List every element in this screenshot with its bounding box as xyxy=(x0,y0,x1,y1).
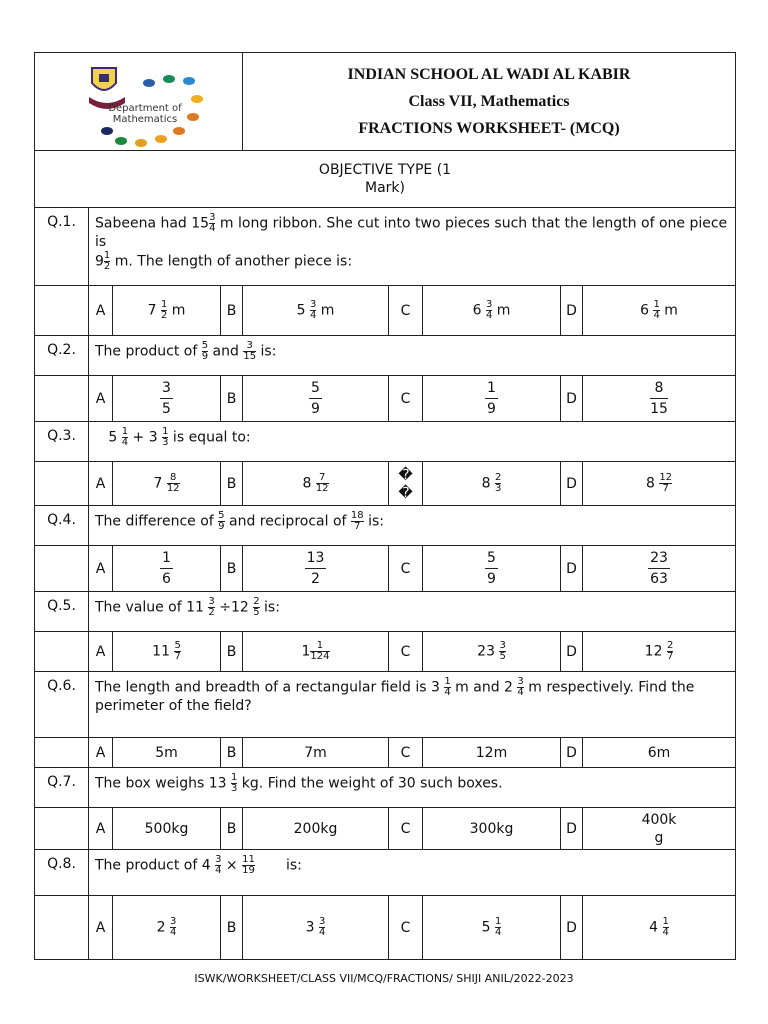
question-text: The value of 11 $\frac{3}{2}$ ÷12 $\frac{2}{5}$ is: xyxy=(89,592,736,632)
option-value[interactable]: $\frac{5}{9}$ xyxy=(423,546,561,592)
option-letter[interactable]: � � xyxy=(389,462,423,506)
question-number: Q.6. xyxy=(35,672,89,738)
option-value[interactable]: 8 $\frac{12}{7}$ xyxy=(583,462,736,506)
option-letter[interactable]: D xyxy=(561,462,583,506)
option-letter[interactable]: A xyxy=(89,462,113,506)
question-text: The box weighs 13 $\frac{1}{3}$ kg. Find the weight of 30 such boxes. xyxy=(89,768,736,808)
worksheet-table xyxy=(34,52,736,960)
option-value[interactable]: 400k g xyxy=(583,808,736,850)
dot-icon xyxy=(191,95,203,103)
option-letter[interactable]: B xyxy=(221,462,243,506)
dot-icon xyxy=(187,113,199,121)
option-value[interactable]: 7m xyxy=(243,738,389,768)
option-value[interactable]: 2 $\frac{3}{4}$ xyxy=(113,896,221,960)
logo-cell xyxy=(35,53,243,151)
option-value[interactable]: $\frac{8}{15}$ xyxy=(583,376,736,422)
dot-icon xyxy=(183,77,195,85)
option-value[interactable]: 6 $\frac{1}{4}$ m xyxy=(583,286,736,336)
school-name: INDIAN SCHOOL AL WADI AL KABIR xyxy=(347,66,631,83)
option-letter[interactable]: B xyxy=(221,286,243,336)
option-value[interactable]: $\frac{13}{2}$ xyxy=(243,546,389,592)
section-line-2: Mark) xyxy=(365,180,405,196)
worksheet-title: FRACTIONS WORKSHEET- (MCQ) xyxy=(358,120,620,137)
dot-icon xyxy=(115,137,127,145)
option-value[interactable]: 5 $\frac{3}{4}$ m xyxy=(243,286,389,336)
question-number: Q.2. xyxy=(35,336,89,376)
option-letter[interactable]: D xyxy=(561,546,583,592)
option-letter[interactable]: B xyxy=(221,738,243,768)
header-title-cell xyxy=(243,53,736,151)
question-number: Q.8. xyxy=(35,850,89,896)
question-text: The length and breadth of a rectangular field is 3 $\frac{1}{4}$ m and 2 $\frac{3}{4}$ m respectively. Find the perimeter of the field? xyxy=(89,672,736,738)
option-value[interactable]: 300kg xyxy=(423,808,561,850)
department-logo xyxy=(87,65,207,141)
option-value[interactable]: 200kg xyxy=(243,808,389,850)
option-letter[interactable]: B xyxy=(221,632,243,672)
option-letter[interactable]: C xyxy=(389,738,423,768)
option-value[interactable]: $\frac{1}{9}$ xyxy=(423,376,561,422)
option-letter[interactable]: C xyxy=(389,808,423,850)
dot-icon xyxy=(163,75,175,83)
option-value[interactable]: $\frac{5}{9}$ xyxy=(243,376,389,422)
option-value[interactable]: $\frac{23}{63}$ xyxy=(583,546,736,592)
question-number: Q.5. xyxy=(35,592,89,632)
dot-icon xyxy=(135,139,147,147)
logo-line-1: Department of xyxy=(108,103,182,114)
option-letter[interactable]: B xyxy=(221,896,243,960)
dot-icon xyxy=(143,79,155,87)
question-text: The product of 4 $\frac{3}{4}$ × $\frac{11}{19}$ is: xyxy=(89,850,736,896)
option-value[interactable]: $\frac{3}{5}$ xyxy=(113,376,221,422)
option-letter[interactable]: D xyxy=(561,632,583,672)
option-letter[interactable]: D xyxy=(561,376,583,422)
option-value[interactable]: 6m xyxy=(583,738,736,768)
option-letter[interactable]: A xyxy=(89,808,113,850)
option-value[interactable]: 12 $\frac{2}{7}$ xyxy=(583,632,736,672)
option-letter[interactable]: A xyxy=(89,286,113,336)
fraction: $\frac{3}{4}$ xyxy=(209,212,216,234)
option-value[interactable]: 1 $\frac{1}{124}$ xyxy=(243,632,389,672)
question-number: Q.7. xyxy=(35,768,89,808)
option-value[interactable]: 8 $\frac{7}{12}$ xyxy=(243,462,389,506)
question-number: Q.4. xyxy=(35,506,89,546)
option-letter[interactable]: A xyxy=(89,376,113,422)
section-heading xyxy=(35,151,736,208)
option-value[interactable]: 11 $\frac{5}{7}$ xyxy=(113,632,221,672)
option-value[interactable]: 3 $\frac{3}{4}$ xyxy=(243,896,389,960)
dot-icon xyxy=(173,127,185,135)
option-letter[interactable]: A xyxy=(89,738,113,768)
dot-icon xyxy=(155,135,167,143)
question-number: Q.3. xyxy=(35,422,89,462)
option-letter[interactable]: D xyxy=(561,896,583,960)
question-text: Sabeena had 15 $\frac{3}{4}$ m long ribbon. She cut into two pieces such that the length of one piece is 9 $\frac{1}{2}$ m. The length of another piece is: xyxy=(89,208,736,286)
option-letter[interactable]: A xyxy=(89,632,113,672)
option-letter[interactable]: A xyxy=(89,896,113,960)
page-footer: ISWK/WORKSHEET/CLASS VII/MCQ/FRACTIONS/ SHIJI ANIL/2022-2023 xyxy=(194,972,574,985)
option-letter[interactable]: C xyxy=(389,546,423,592)
dot-icon xyxy=(101,127,113,135)
section-line-1: OBJECTIVE TYPE (1 xyxy=(318,162,452,178)
option-letter[interactable]: C xyxy=(389,896,423,960)
option-value[interactable]: 7 $\frac{1}{2}$ m xyxy=(113,286,221,336)
question-number: Q.1. xyxy=(35,208,89,286)
option-letter[interactable]: D xyxy=(561,286,583,336)
option-letter[interactable]: B xyxy=(221,376,243,422)
option-value[interactable]: 5 $\frac{1}{4}$ xyxy=(423,896,561,960)
logo-label xyxy=(105,103,185,125)
option-value[interactable]: 6 $\frac{3}{4}$ m xyxy=(423,286,561,336)
question-text: The product of $\frac{5}{9}$ and $\frac{3}{15}$ is: xyxy=(89,336,736,376)
question-text: The difference of $\frac{5}{9}$ and reciprocal of $\frac{18}{7}$ is: xyxy=(89,506,736,546)
option-letter[interactable]: B xyxy=(221,808,243,850)
option-value[interactable]: 12m xyxy=(423,738,561,768)
fraction: $\frac{1}{2}$ xyxy=(103,250,111,272)
option-letter[interactable]: C xyxy=(389,632,423,672)
option-letter[interactable]: A xyxy=(89,546,113,592)
option-value[interactable]: 4 $\frac{1}{4}$ xyxy=(583,896,736,960)
option-letter[interactable]: C xyxy=(389,286,423,336)
option-value[interactable]: $\frac{1}{6}$ xyxy=(113,546,221,592)
option-value[interactable]: 5m xyxy=(113,738,221,768)
option-letter[interactable]: B xyxy=(221,546,243,592)
option-letter[interactable]: C xyxy=(389,376,423,422)
class-name: Class VII, Mathematics xyxy=(408,93,570,110)
option-value[interactable]: 7 $\frac{8}{12}$ xyxy=(113,462,221,506)
option-letter[interactable]: D xyxy=(561,738,583,768)
question-text: 5 $\frac{1}{4}$ + 3 $\frac{1}{3}$ is equal to: xyxy=(89,422,736,462)
option-value[interactable]: 500kg xyxy=(113,808,221,850)
option-value[interactable]: 8 $\frac{2}{3}$ xyxy=(423,462,561,506)
option-value[interactable]: 23 $\frac{3}{5}$ xyxy=(423,632,561,672)
logo-line-2: Mathematics xyxy=(112,114,178,125)
option-letter[interactable]: D xyxy=(561,808,583,850)
